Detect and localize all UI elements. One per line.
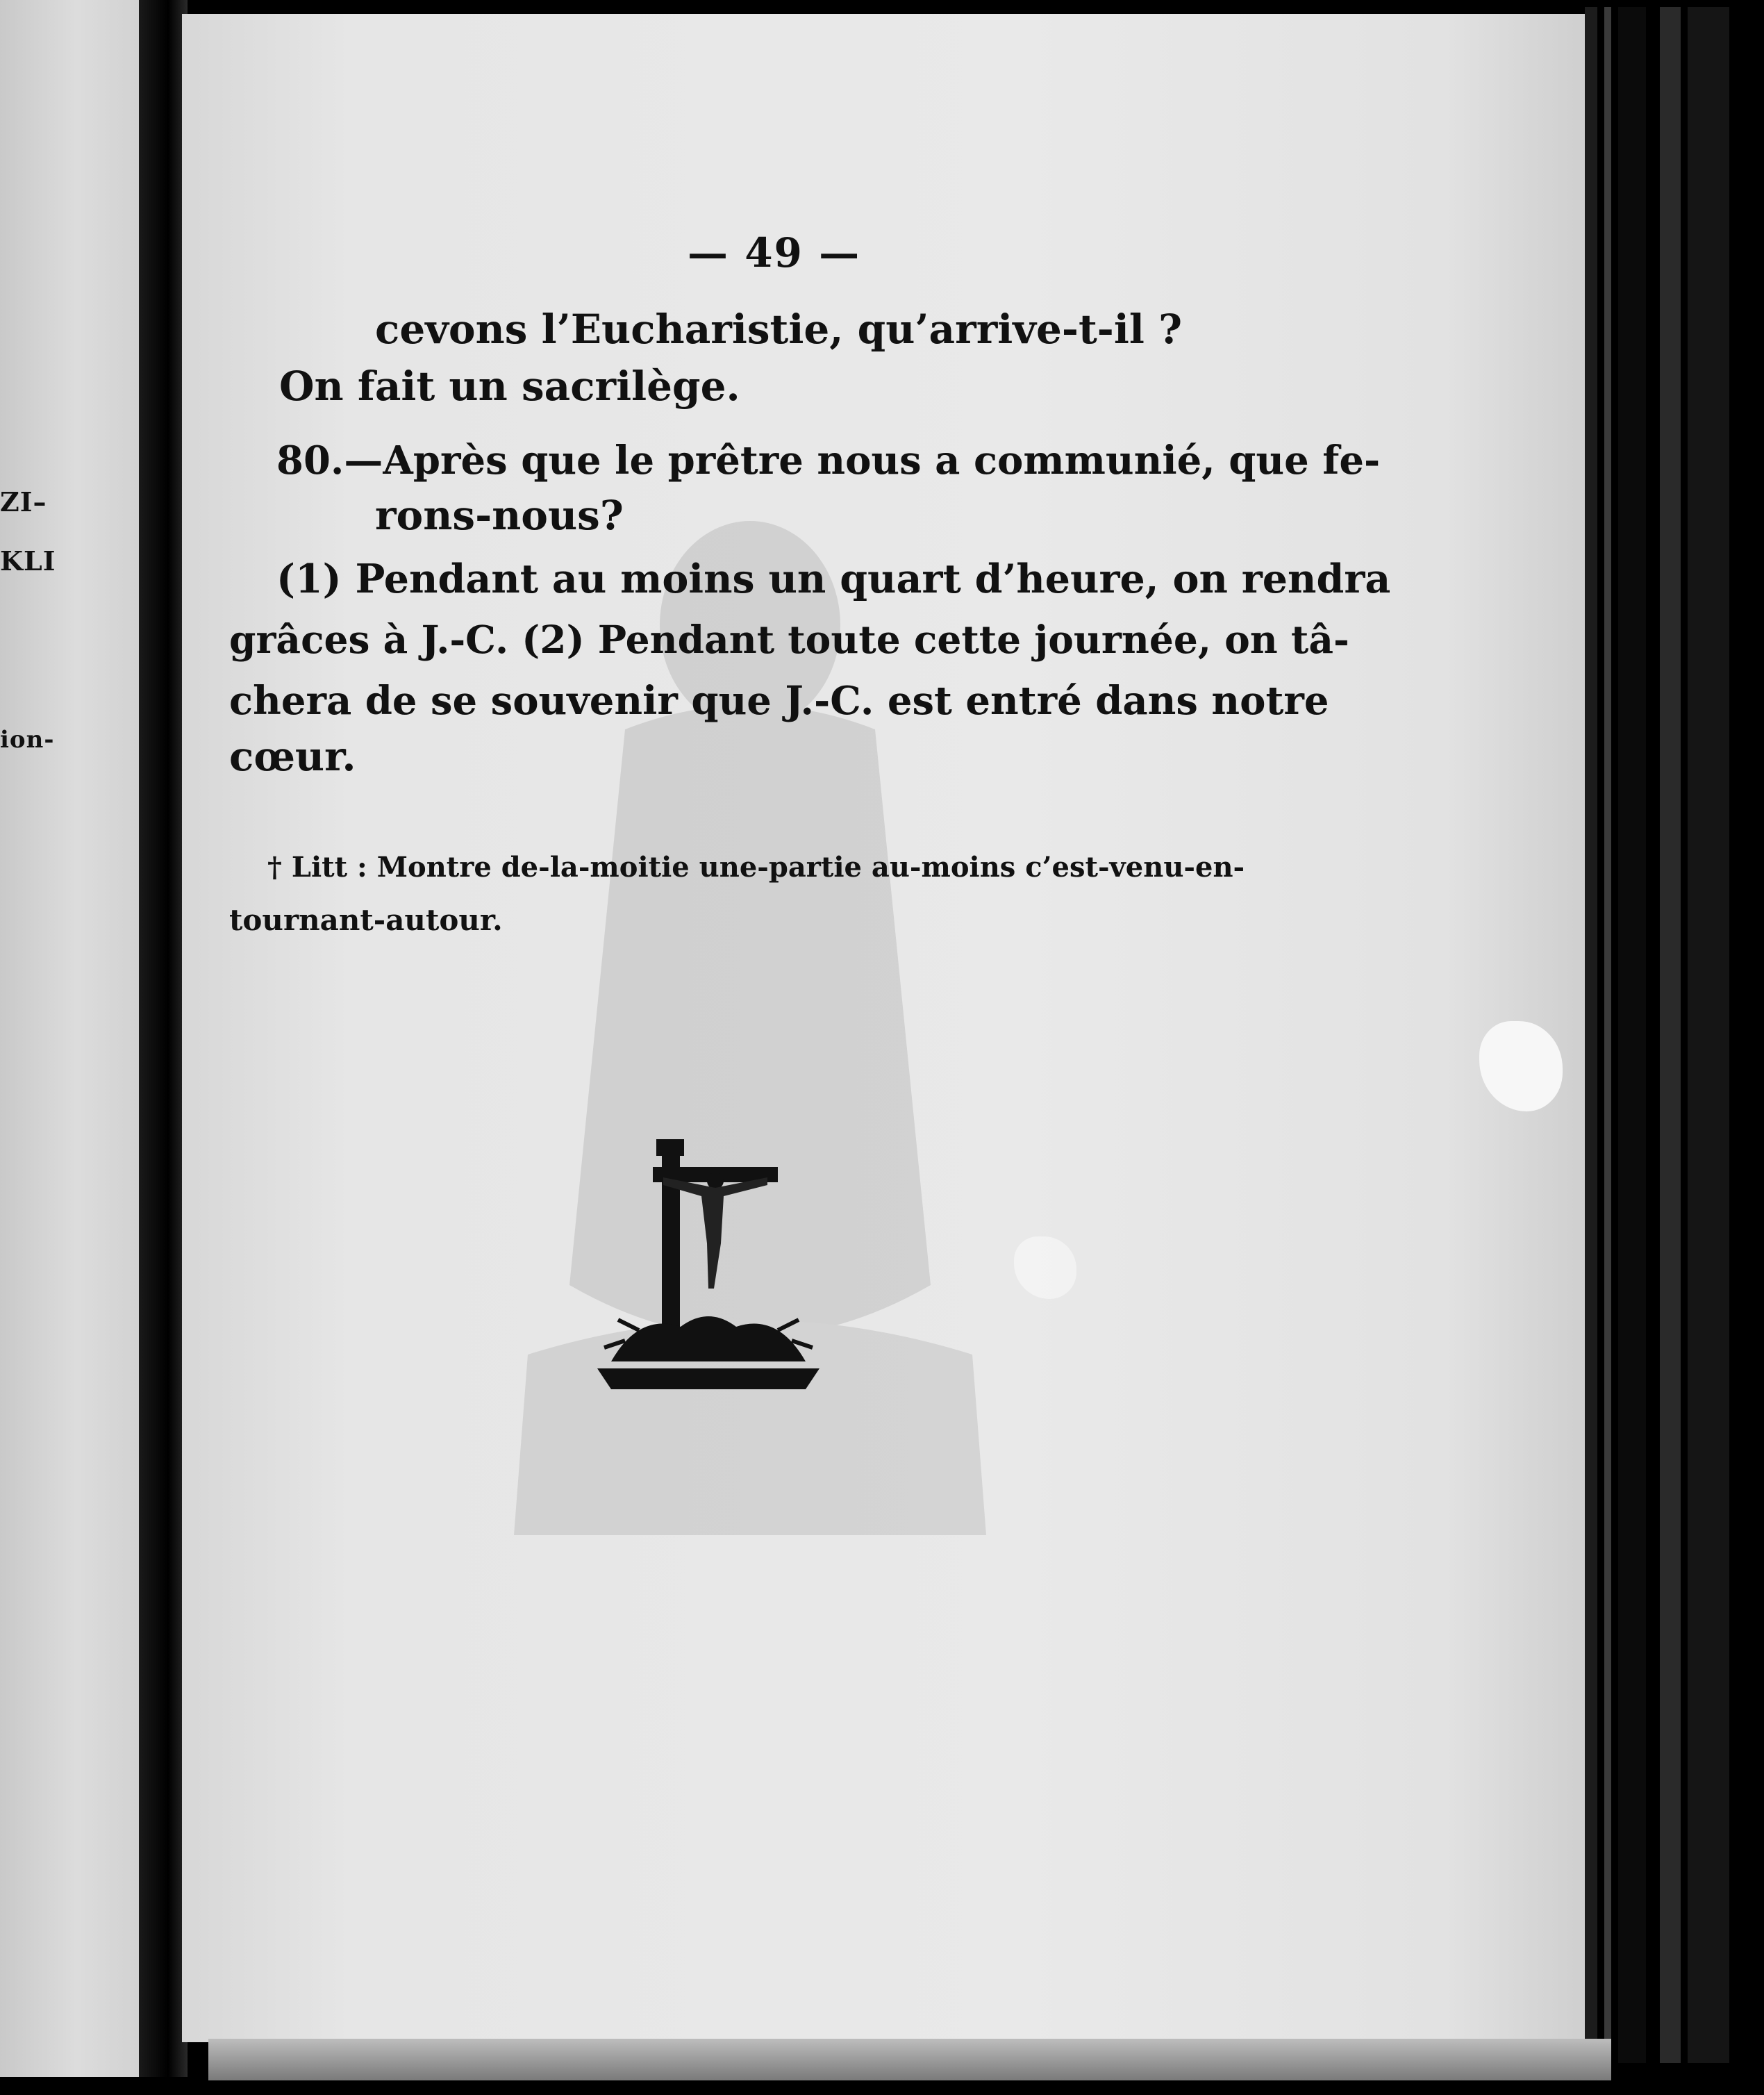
- text-line: (1) Pendant au moins un quart d’heure, on rendra: [276, 556, 1391, 602]
- left-page-text: ion-: [0, 726, 55, 754]
- left-page-text: ZI–: [0, 486, 47, 517]
- text-line: chera de se souvenir que J.-C. est entré dans notre: [229, 678, 1329, 724]
- crucifix-ornament: [597, 1139, 819, 1389]
- book-gutter: [139, 0, 188, 2077]
- footnote-line: † Litt : Montre de-la-moitie une-partie au-moins c’est-venu-en-: [267, 851, 1245, 884]
- text-line: cevons l’Eucharistie, qu’arrive-t-il ?: [375, 306, 1183, 353]
- text-line: grâces à J.-C. (2) Pendant toute cette journée, on tâ-: [229, 617, 1349, 662]
- page-edge-stack: [1688, 7, 1729, 2063]
- text-line: On fait un sacrilège.: [279, 363, 740, 410]
- footnote-line: tournant-autour.: [229, 903, 503, 937]
- text-line: cœur.: [229, 733, 356, 780]
- page-number: — 49 —: [688, 229, 861, 276]
- left-page-fragment: [0, 0, 139, 2077]
- text-line: 80.—Après que le prêtre nous a communié, que fe-: [276, 438, 1381, 483]
- left-page-text: KLI: [0, 545, 56, 577]
- page-edge-stack: [1585, 7, 1597, 2063]
- page-edge-stack: [1604, 7, 1611, 2063]
- page-bottom-edge: [208, 2039, 1611, 2080]
- text-line: rons-nous?: [375, 492, 624, 539]
- page-edge-stack: [1660, 7, 1681, 2063]
- page-edge-stack: [1618, 7, 1646, 2063]
